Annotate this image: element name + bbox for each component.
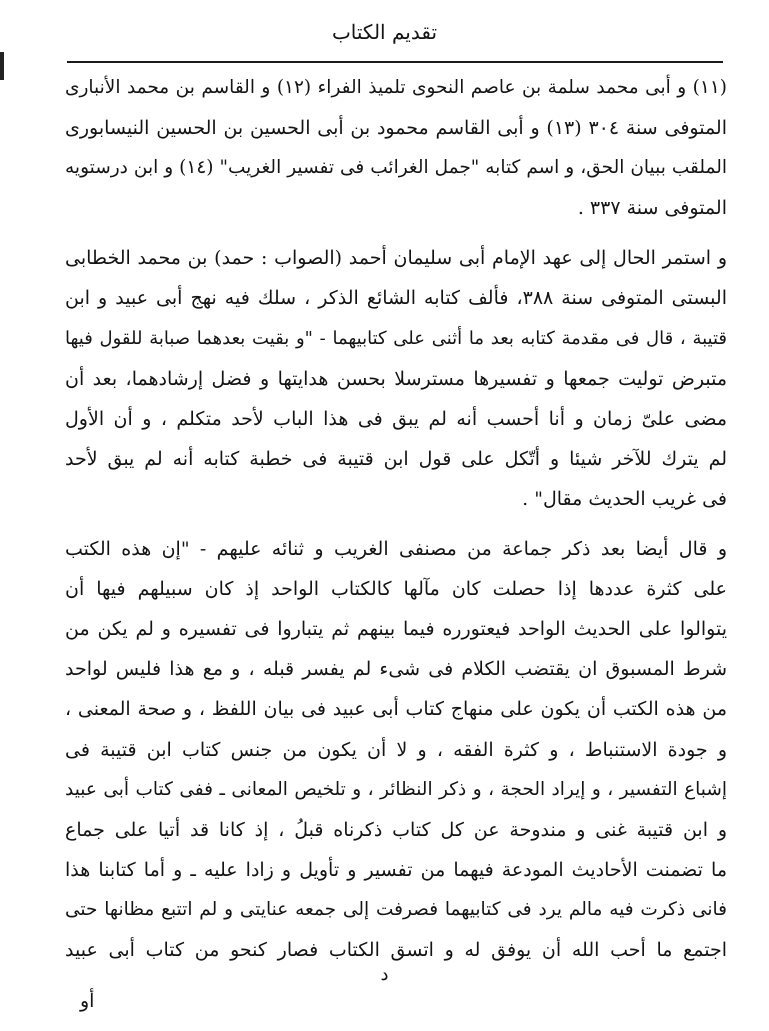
paragraph [65, 529, 727, 970]
paragraph-gap [65, 228, 727, 238]
text-line: و جودة الاستنباط ، و كثرة الفقه ، و لا أن يكون من جنس كتاب ابن قتيبة فى [65, 738, 727, 761]
text-line: المتوفى سنة ٣٣٧ . [577, 197, 727, 220]
header-rule [67, 61, 723, 63]
text-line: مضى علىّ زمان و أنا أحسب أنه لم يبق فى هذا الباب لأحد متكلم ، و أن الأول [65, 407, 727, 430]
binding-margin-mark [0, 52, 4, 80]
text-line: إشباع التفسير ، و إيراد الحجة ، و ذكر النظائر ، و تلخيص المعانى ـ ففى كتاب أبى عبيد [65, 778, 727, 800]
page-number: د [380, 964, 389, 985]
text-line: اجتمع ما أحب الله أن يوفق له و اتسق الكتاب فصار كنحو من كتاب أبى عبيد [65, 938, 727, 961]
text-line: فى غريب الحديث مقال" . [522, 487, 727, 510]
body-text [65, 68, 727, 970]
catchword: أو [80, 990, 95, 1012]
text-line: المتوفى سنة ٣٠٤ (١٣) و أبى القاسم محمود بن أبى الحسين بن الحسين النيسابورى [65, 117, 727, 140]
running-head: تقديم الكتاب [331, 20, 438, 44]
text-line: و قال أيضا بعد ذكر جماعة من مصنفى الغريب و ثنائه عليهم - "إن هذه الكتب [65, 538, 727, 561]
text-line: ما تضمنت الأحاديث المودعة فيهما من تفسير و تأويل و زادا عليه ـ و أما كتابنا هذا [65, 858, 727, 881]
text-line: من هذه الكتب أن يكون على منهاج كتاب أبى عبيد فى بيان اللفظ ، و صحة المعنى ، [65, 698, 727, 721]
text-line: متبرض توليت جمعها و تفسيرها مسترسلا بحسن هدايتها و فضل إرشادهما، بعد أن [65, 367, 727, 390]
text-line: و ابن قتيبة غنى و مندوحة عن كل كتاب ذكرناه قبلُ ، إذ كانا قد أتيا على جماع [65, 818, 727, 841]
paragraph [65, 68, 727, 228]
text-line: فانى ذكرت فيه مالم يرد فى كتابيهما فصرفت إلى جمعه عنايتى و لم اتتبع مظانها حتى [65, 898, 727, 920]
text-line: على كثرة عددها إذا حصلت كان مآلها كالكتاب الواحد إذ كان سبيلهم فيها أن [65, 578, 727, 601]
text-line: قتيبة ، قال فى مقدمة كتابه بعد ما أثنى على كتابيهما - "و بقيت بعدهما صبابة للقول فيها [65, 327, 727, 349]
text-line: و استمر الحال إلى عهد الإمام أبى سليمان أحمد (الصواب : حمد) بن محمد الخطابى [65, 247, 727, 270]
text-line: البستى المتوفى سنة ٣٨٨، فألف كتابه الشائع الذكر ، سلك فيه نهج أبى عبيد و ابن [65, 287, 727, 310]
text-line: يتوالوا على الحديث الواحد فيعتورره فيما بينهم ثم يتباروا فى تفسيره و لم يكن من [65, 618, 727, 641]
text-line: (١١) و أبى محمد سلمة بن عاصم النحوى تلميذ الفراء (١٢) و القاسم بن محمد الأنبارى [65, 77, 727, 98]
paragraph-gap [65, 519, 727, 529]
text-line: لم يترك للآخر شيئا و أتّكل على قول ابن قتيبة فى خطبة كتابه أنه لم يبق لأحد [65, 447, 727, 470]
text-line: شرط المسبوق ان يقتضب الكلام فى شىء لم يفسر قبله ، و مع هذا فليس لواحد [65, 658, 727, 681]
paragraph [65, 238, 727, 519]
text-line: الملقب ببيان الحق، و اسم كتابه "جمل الغرائب فى تفسير الغريب" (١٤) و ابن درستويه [65, 157, 727, 179]
